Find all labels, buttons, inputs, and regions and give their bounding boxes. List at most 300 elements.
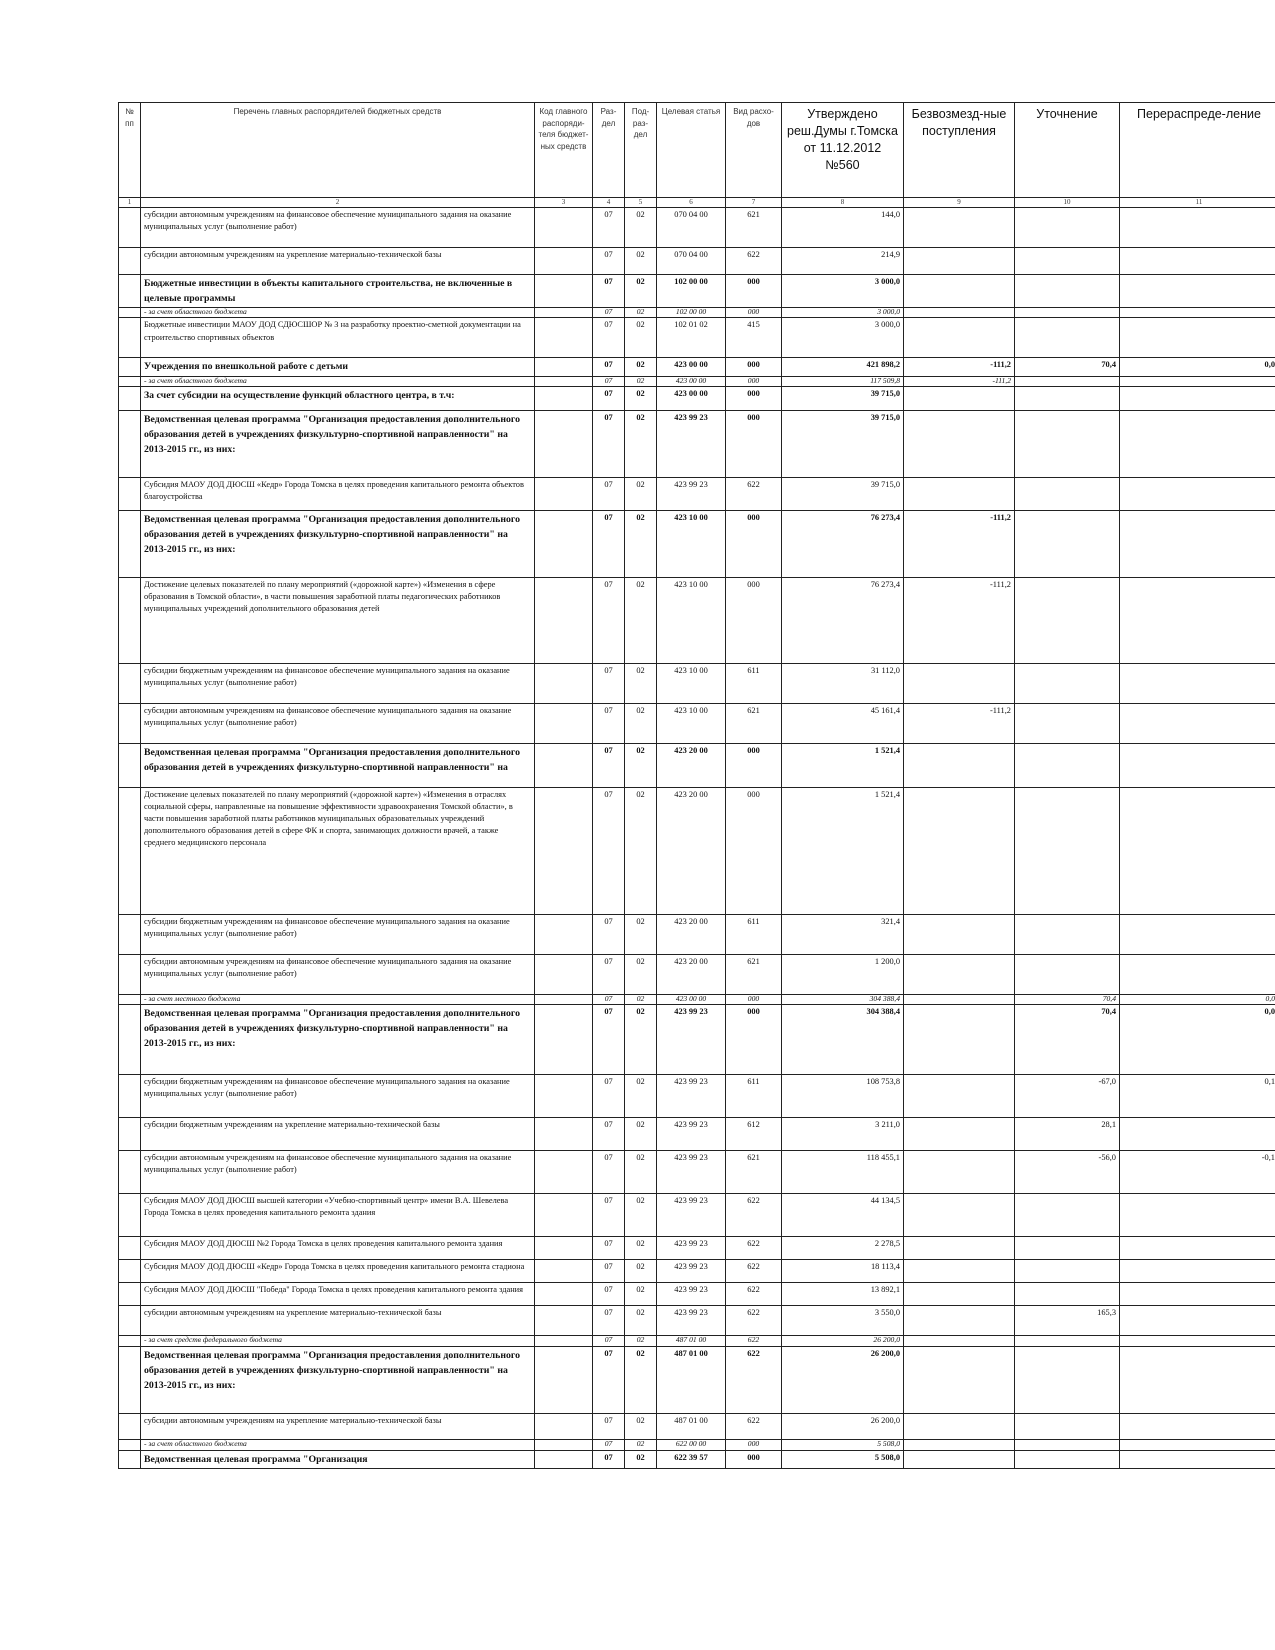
cell-pereras [1120,248,1275,275]
cell-free [904,994,1015,1004]
cell-code [535,787,593,914]
cell-code [535,1259,593,1282]
cell-podrazdel: 02 [625,954,657,994]
cell-vid: 000 [726,1439,782,1450]
cell-code [535,1004,593,1074]
cell-vid: 000 [726,376,782,386]
cell-pereras [1120,577,1275,663]
cell-num [119,954,141,994]
cell-code [535,994,593,1004]
cell-razdel: 07 [593,1282,625,1305]
table-row [119,1117,1275,1150]
column-number: 11 [1120,198,1275,208]
cell-code [535,1346,593,1413]
cell-approved: 304 388,4 [782,1004,904,1074]
cell-name: - за счет областного бюджета [141,1439,535,1450]
cell-pereras [1120,743,1275,787]
cell-podrazdel: 02 [625,914,657,954]
cell-free [904,1074,1015,1117]
cell-vid: 621 [726,208,782,248]
cell-num [119,787,141,914]
cell-approved: 76 273,4 [782,577,904,663]
cell-num [119,703,141,743]
cell-utoch [1015,208,1120,248]
cell-code [535,358,593,376]
table-row [119,1074,1275,1117]
cell-utoch [1015,787,1120,914]
cell-statya: 423 00 00 [657,358,726,376]
cell-razdel: 07 [593,1450,625,1468]
cell-vid: 000 [726,577,782,663]
table-row [119,787,1275,914]
cell-name: субсидии бюджетным учреждениям на финансовое обеспечение муниципального задания на оказание муниципальных услуг (выполнение работ) [141,914,535,954]
cell-utoch [1015,703,1120,743]
cell-name: За счет субсидии на осуществление функций областного центра, в т.ч: [141,386,535,410]
cell-pereras [1120,477,1275,510]
cell-num [119,1305,141,1335]
budget-document-page [118,102,1275,1469]
cell-num [119,577,141,663]
cell-code [535,410,593,477]
cell-razdel: 07 [593,358,625,376]
table-row [119,275,1275,308]
header-podrazdel: Под-раз-дел [625,103,657,198]
cell-approved: 39 715,0 [782,386,904,410]
cell-approved: 144,0 [782,208,904,248]
header-statya: Целевая статья [657,103,726,198]
cell-code [535,376,593,386]
cell-pereras: 0,0 [1120,994,1275,1004]
table-row [119,1450,1275,1468]
cell-utoch [1015,954,1120,994]
cell-name: субсидии автономным учреждениям на укрепление материально-технической базы [141,1413,535,1439]
cell-podrazdel: 02 [625,1282,657,1305]
cell-approved: 31 112,0 [782,663,904,703]
cell-code [535,743,593,787]
cell-approved: 26 200,0 [782,1346,904,1413]
cell-free: -111,2 [904,703,1015,743]
header-vid: Вид расхо-дов [726,103,782,198]
cell-vid: 622 [726,1193,782,1236]
cell-vid: 622 [726,1236,782,1259]
cell-vid: 622 [726,248,782,275]
cell-statya: 423 99 23 [657,1193,726,1236]
cell-pereras [1120,275,1275,308]
cell-razdel: 07 [593,787,625,914]
cell-utoch [1015,743,1120,787]
cell-statya: 423 99 23 [657,1282,726,1305]
cell-free [904,318,1015,358]
cell-podrazdel: 02 [625,308,657,318]
cell-vid: 000 [726,510,782,577]
cell-razdel: 07 [593,248,625,275]
cell-num [119,358,141,376]
table-row [119,914,1275,954]
cell-code [535,1236,593,1259]
cell-code [535,1413,593,1439]
cell-razdel: 07 [593,410,625,477]
cell-free [904,1259,1015,1282]
cell-utoch [1015,386,1120,410]
cell-vid: 611 [726,1074,782,1117]
cell-name: субсидии бюджетным учреждениям на финансовое обеспечение муниципального задания на оказание муниципальных услуг (выполнение работ) [141,663,535,703]
cell-code [535,1282,593,1305]
cell-approved: 1 521,4 [782,743,904,787]
cell-razdel: 07 [593,914,625,954]
header-pereras: Перераспреде-ление [1120,103,1275,198]
cell-num [119,1004,141,1074]
cell-vid: 622 [726,1413,782,1439]
cell-num [119,743,141,787]
cell-pereras [1120,386,1275,410]
cell-vid: 611 [726,914,782,954]
table-row [119,308,1275,318]
cell-name: субсидии автономным учреждениям на финансовое обеспечение муниципального задания на оказание муниципальных услуг (выполнение работ) [141,208,535,248]
cell-free [904,1450,1015,1468]
cell-code [535,663,593,703]
cell-razdel: 07 [593,1150,625,1193]
table-row [119,577,1275,663]
cell-name: Бюджетные инвестиции МАОУ ДОД СДЮСШОР № 3 на разработку проектно-сметной документации на строительство спортивных объектов [141,318,535,358]
cell-name: субсидии автономным учреждениям на финансовое обеспечение муниципального задания на оказание муниципальных услуг (выполнение работ) [141,954,535,994]
cell-free [904,308,1015,318]
cell-free [904,1004,1015,1074]
cell-utoch [1015,308,1120,318]
cell-podrazdel: 02 [625,1346,657,1413]
cell-statya: 423 99 23 [657,477,726,510]
cell-utoch: 70,4 [1015,358,1120,376]
cell-approved: 76 273,4 [782,510,904,577]
cell-code [535,577,593,663]
cell-vid: 621 [726,1150,782,1193]
budget-table-body [119,208,1275,1469]
budget-table [118,102,1275,1469]
header-row [119,103,1275,198]
cell-vid: 622 [726,1305,782,1335]
cell-utoch [1015,1259,1120,1282]
table-row [119,410,1275,477]
cell-podrazdel: 02 [625,386,657,410]
cell-free [904,743,1015,787]
cell-name: Ведомственная целевая программа "Организация [141,1450,535,1468]
column-number: 9 [904,198,1015,208]
cell-podrazdel: 02 [625,1305,657,1335]
cell-podrazdel: 02 [625,208,657,248]
cell-name: - за счет областного бюджета [141,308,535,318]
cell-utoch [1015,663,1120,703]
cell-free [904,1346,1015,1413]
cell-razdel: 07 [593,308,625,318]
cell-name: Субсидия МАОУ ДОД ДЮСШ "Победа" Города Томска в целях проведения капитального ремонта здания [141,1282,535,1305]
cell-vid: 612 [726,1117,782,1150]
table-row [119,1259,1275,1282]
table-row [119,477,1275,510]
cell-free [904,1439,1015,1450]
cell-razdel: 07 [593,1335,625,1346]
cell-vid: 621 [726,703,782,743]
cell-utoch [1015,914,1120,954]
cell-pereras [1120,703,1275,743]
cell-num [119,318,141,358]
cell-num [119,208,141,248]
column-number: 2 [141,198,535,208]
cell-pereras [1120,1439,1275,1450]
cell-podrazdel: 02 [625,1335,657,1346]
cell-utoch [1015,1282,1120,1305]
cell-approved: 3 000,0 [782,308,904,318]
cell-pereras [1120,510,1275,577]
cell-vid: 000 [726,308,782,318]
cell-num [119,376,141,386]
cell-statya: 622 00 00 [657,1439,726,1450]
cell-utoch [1015,1439,1120,1450]
cell-vid: 000 [726,994,782,1004]
cell-statya: 423 00 00 [657,994,726,1004]
cell-free [904,1117,1015,1150]
cell-approved: 304 388,4 [782,994,904,1004]
cell-name: Ведомственная целевая программа "Организация предоставления дополнительного образования детей в учреждениях физкультурно-спортивной направленности" на 2013-2015 гг., из них: [141,410,535,477]
cell-approved: 108 753,8 [782,1074,904,1117]
cell-statya: 423 10 00 [657,703,726,743]
table-row [119,994,1275,1004]
cell-approved: 3 000,0 [782,275,904,308]
cell-statya: 423 10 00 [657,577,726,663]
cell-podrazdel: 02 [625,743,657,787]
cell-num [119,994,141,1004]
cell-code [535,1305,593,1335]
cell-free: -111,2 [904,376,1015,386]
table-row [119,318,1275,358]
cell-free [904,410,1015,477]
cell-approved: 1 200,0 [782,954,904,994]
cell-podrazdel: 02 [625,248,657,275]
cell-pereras [1120,1282,1275,1305]
table-row [119,663,1275,703]
cell-name: Субсидия МАОУ ДОД ДЮСШ №2 Города Томска в целях проведения капитального ремонта здания [141,1236,535,1259]
cell-free [904,954,1015,994]
cell-statya: 423 99 23 [657,410,726,477]
column-number: 8 [782,198,904,208]
cell-name: Достижение целевых показателей по плану мероприятий («дорожной карте») «Изменения в сфере образования в Томской области», в части повышения заработной платы педагогических работников муниципальных учреждений дополнительного образования детей [141,577,535,663]
cell-code [535,386,593,410]
cell-podrazdel: 02 [625,1450,657,1468]
cell-free [904,275,1015,308]
cell-code [535,1335,593,1346]
cell-statya: 423 00 00 [657,376,726,386]
cell-vid: 415 [726,318,782,358]
cell-pereras [1120,376,1275,386]
cell-razdel: 07 [593,1074,625,1117]
cell-statya: 070 04 00 [657,208,726,248]
cell-utoch [1015,376,1120,386]
cell-free [904,1413,1015,1439]
cell-utoch: -56,0 [1015,1150,1120,1193]
cell-vid: 622 [726,1282,782,1305]
cell-razdel: 07 [593,954,625,994]
cell-approved: 13 892,1 [782,1282,904,1305]
cell-razdel: 07 [593,703,625,743]
cell-pereras [1120,1305,1275,1335]
cell-pereras [1120,1335,1275,1346]
cell-code [535,1450,593,1468]
cell-statya: 070 04 00 [657,248,726,275]
cell-utoch [1015,1236,1120,1259]
cell-free [904,1150,1015,1193]
cell-name: субсидии бюджетным учреждениям на финансовое обеспечение муниципального задания на оказание муниципальных услуг (выполнение работ) [141,1074,535,1117]
header-num: № пп [119,103,141,198]
cell-utoch [1015,1335,1120,1346]
cell-name: - за счет местного бюджета [141,994,535,1004]
cell-vid: 000 [726,787,782,914]
cell-code [535,1150,593,1193]
cell-num [119,1117,141,1150]
cell-code [535,703,593,743]
cell-free [904,477,1015,510]
column-number: 10 [1015,198,1120,208]
cell-code [535,248,593,275]
cell-podrazdel: 02 [625,1259,657,1282]
cell-free: -111,2 [904,358,1015,376]
cell-razdel: 07 [593,275,625,308]
cell-podrazdel: 02 [625,663,657,703]
table-row [119,1346,1275,1413]
table-row [119,1150,1275,1193]
table-row [119,954,1275,994]
cell-statya: 423 20 00 [657,787,726,914]
cell-num [119,386,141,410]
cell-approved: 45 161,4 [782,703,904,743]
cell-free: -111,2 [904,510,1015,577]
table-row [119,1305,1275,1335]
cell-name: Учреждения по внешкольной работе с детьми [141,358,535,376]
cell-statya: 423 99 23 [657,1004,726,1074]
cell-pereras: 0,0 [1120,358,1275,376]
cell-approved: 26 200,0 [782,1335,904,1346]
cell-approved: 3 550,0 [782,1305,904,1335]
cell-vid: 622 [726,1259,782,1282]
cell-code [535,1117,593,1150]
cell-razdel: 07 [593,386,625,410]
cell-statya: 423 10 00 [657,510,726,577]
cell-vid: 000 [726,410,782,477]
cell-razdel: 07 [593,1004,625,1074]
cell-pereras [1120,1236,1275,1259]
cell-razdel: 07 [593,577,625,663]
cell-pereras [1120,208,1275,248]
cell-pereras: 0,1 [1120,1074,1275,1117]
column-number: 3 [535,198,593,208]
table-row [119,703,1275,743]
cell-pereras [1120,663,1275,703]
cell-statya: 423 20 00 [657,743,726,787]
cell-razdel: 07 [593,318,625,358]
cell-name: Субсидия МАОУ ДОД ДЮСШ «Кедр» Города Томска в целях проведения капитального ремонта объектов благоустройства [141,477,535,510]
cell-free [904,914,1015,954]
cell-approved: 44 134,5 [782,1193,904,1236]
cell-name: Ведомственная целевая программа "Организация предоставления дополнительного образования детей в учреждениях физкультурно-спортивной направленности" на 2013-2015 гг., из них: [141,1004,535,1074]
cell-vid: 622 [726,1335,782,1346]
cell-podrazdel: 02 [625,1236,657,1259]
cell-podrazdel: 02 [625,703,657,743]
cell-name: Ведомственная целевая программа "Организация предоставления дополнительного образования детей в учреждениях физкультурно-спортивной направленности" на 2013-2015 гг., из них: [141,1346,535,1413]
cell-num [119,663,141,703]
cell-approved: 26 200,0 [782,1413,904,1439]
cell-num [119,410,141,477]
cell-podrazdel: 02 [625,1413,657,1439]
cell-utoch [1015,477,1120,510]
cell-code [535,954,593,994]
cell-free [904,248,1015,275]
column-number: 1 [119,198,141,208]
cell-approved: 421 898,2 [782,358,904,376]
cell-podrazdel: 02 [625,577,657,663]
table-row [119,1335,1275,1346]
cell-free [904,1236,1015,1259]
cell-name: Ведомственная целевая программа "Организация предоставления дополнительного образования детей в учреждениях физкультурно-спортивной направленности" на 2013-2015 гг., из них: [141,510,535,577]
cell-razdel: 07 [593,994,625,1004]
cell-num [119,1450,141,1468]
cell-vid: 000 [726,1004,782,1074]
table-row [119,358,1275,376]
cell-name: Ведомственная целевая программа "Организация предоставления дополнительного образования детей в учреждениях физкультурно-спортивной направленности" на [141,743,535,787]
header-razdel: Раз-дел [593,103,625,198]
cell-podrazdel: 02 [625,787,657,914]
cell-pereras [1120,1346,1275,1413]
cell-num [119,248,141,275]
cell-num [119,275,141,308]
cell-pereras [1120,954,1275,994]
cell-num [119,1236,141,1259]
cell-code [535,318,593,358]
cell-vid: 621 [726,954,782,994]
cell-code [535,1193,593,1236]
cell-podrazdel: 02 [625,1074,657,1117]
cell-num [119,308,141,318]
cell-free [904,663,1015,703]
cell-statya: 102 01 02 [657,318,726,358]
cell-num [119,1439,141,1450]
cell-code [535,510,593,577]
cell-utoch [1015,577,1120,663]
cell-statya: 423 00 00 [657,386,726,410]
cell-vid: 622 [726,477,782,510]
cell-razdel: 07 [593,1346,625,1413]
table-row [119,208,1275,248]
cell-pereras: -0,1 [1120,1150,1275,1193]
column-number: 5 [625,198,657,208]
cell-statya: 423 10 00 [657,663,726,703]
cell-code [535,914,593,954]
cell-statya: 487 01 00 [657,1335,726,1346]
cell-razdel: 07 [593,663,625,703]
cell-statya: 622 39 57 [657,1450,726,1468]
cell-pereras [1120,1413,1275,1439]
cell-approved: 5 508,0 [782,1450,904,1468]
cell-podrazdel: 02 [625,376,657,386]
cell-pereras [1120,914,1275,954]
table-row [119,1193,1275,1236]
cell-podrazdel: 02 [625,1439,657,1450]
table-row [119,1439,1275,1450]
cell-razdel: 07 [593,208,625,248]
cell-razdel: 07 [593,510,625,577]
cell-num [119,477,141,510]
cell-approved: 5 508,0 [782,1439,904,1450]
cell-utoch [1015,410,1120,477]
cell-approved: 3 000,0 [782,318,904,358]
cell-vid: 000 [726,743,782,787]
cell-statya: 487 01 00 [657,1413,726,1439]
